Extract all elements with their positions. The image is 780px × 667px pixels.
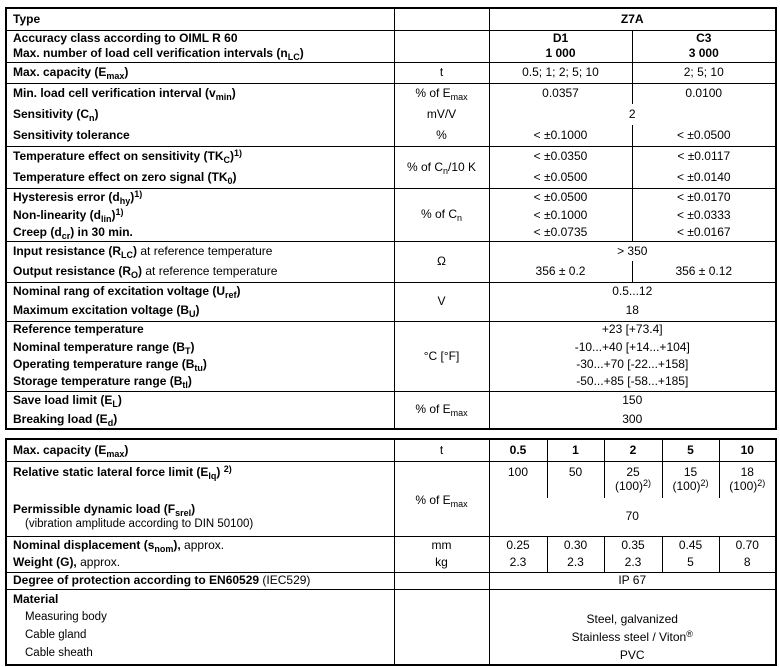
value-cell-d1: 0.0357 xyxy=(489,83,632,104)
value-cell-span: IP 67 xyxy=(489,572,776,589)
value-cell-d1: < ±0.1000 xyxy=(489,125,632,146)
row-weight xyxy=(6,554,776,572)
value-cell-0: 2.3 xyxy=(489,554,547,572)
value-cell-4: 8 xyxy=(743,555,751,570)
label-cell: Reference temperature xyxy=(6,321,394,338)
label-cell: Nominal displacement $(s_{nom})$, approx. xyxy=(6,536,394,554)
value-cell-4: 10 xyxy=(740,442,754,457)
value-cell-c3: < ±0.0167 xyxy=(676,224,731,239)
material-item-value: Stainless steel / Viton® xyxy=(571,628,693,644)
row-nominal-excitation-voltage xyxy=(6,282,776,301)
value-cell-3: 0.45 xyxy=(662,536,719,554)
value-cell-d1: < ±0.0500 xyxy=(489,167,632,188)
value-cell-d1: 1 000 xyxy=(489,46,632,62)
value-cell-c3: < ±0.0117 xyxy=(632,146,776,167)
label-cell: Nominal temperature range $(B_T)$ xyxy=(6,338,394,356)
value-cell-0: 0.5 xyxy=(489,439,547,461)
unit-cell xyxy=(394,8,489,30)
row-operating-temperature-range xyxy=(6,356,776,373)
label-cell: Temperature effect on zero signal $(TK_0)$ xyxy=(6,167,394,188)
value-cell-span: > 350 xyxy=(489,241,776,261)
row-hysteresis-error xyxy=(6,188,776,206)
value-cell-span xyxy=(489,589,776,665)
unit-cell: t xyxy=(394,62,489,83)
row-reference-temperature xyxy=(6,321,776,338)
material-value-spacer xyxy=(496,592,770,610)
row-input-resistance xyxy=(6,241,776,261)
label-cell: Save load limit $(E_L)$ xyxy=(6,391,394,410)
value-cell-c3: 0.0100 xyxy=(632,83,776,104)
label-cell: Max. capacity $(E_{max})$ xyxy=(6,439,394,461)
label-cell: Weight (G), approx. xyxy=(6,554,394,572)
label-cell: Creep $(d_{cr})$ in 30 min. xyxy=(6,224,394,241)
row-output-resistance xyxy=(6,261,776,282)
value-cell-2: 0.35 xyxy=(604,536,662,554)
unit-cell xyxy=(394,572,489,589)
value-cell-0: 0.25 xyxy=(489,536,547,554)
value-cell-2: 25 $(100)^{2)}$ xyxy=(604,461,662,498)
value-cell-span: 18 xyxy=(625,303,639,318)
value-cell-d1: D1 xyxy=(489,30,632,46)
material-item-label: Cable sheath xyxy=(25,646,93,659)
row-accuracy-class xyxy=(6,30,776,46)
unit-cell xyxy=(394,30,489,62)
material-header: Material xyxy=(13,591,59,606)
value-cell-1: 0.30 xyxy=(547,536,604,554)
label-cell: Maximum excitation voltage $(B_U)$ xyxy=(6,301,394,321)
row-max-excitation-voltage xyxy=(6,301,776,321)
value-cell-1: 2.3 xyxy=(547,554,604,572)
row-tk-zero-signal xyxy=(6,167,776,188)
label-cell: Max. number of load cell verification intervals $(n_{LC})$ xyxy=(6,46,394,62)
value-cell-2: 2.3 xyxy=(604,554,662,572)
row-save-load-limit xyxy=(6,391,776,410)
value-cell-d1: 0.5; 1; 2; 5; 10 xyxy=(489,62,632,83)
label-cell: Max. capacity $(E_{max})$ xyxy=(6,62,394,83)
label-cell: Accuracy class according to OIML R 60 xyxy=(6,30,394,46)
value-cell-span: 0.5...12 xyxy=(489,282,776,301)
row-max-capacity xyxy=(6,62,776,83)
label-cell xyxy=(6,589,394,665)
value-cell-span: 300 xyxy=(622,411,643,426)
spec-table-general xyxy=(5,7,777,430)
value-cell-c3: < ±0.0170 xyxy=(632,188,776,206)
value-cell-4: 0.70 xyxy=(719,536,776,554)
value-cell-c3: C3 xyxy=(632,30,776,46)
row-creep xyxy=(6,224,776,241)
value-cell-span: -10...+40 [+14...+104] xyxy=(574,339,690,354)
row-sensitivity-tolerance xyxy=(6,125,776,146)
unit-cell: mV/V xyxy=(394,104,489,125)
label-cell: Storage temperature range $(B_{tl})$ xyxy=(6,373,394,391)
material-item-label: Measuring body xyxy=(25,610,107,623)
label-cell: Nominal rang of excitation voltage $(U_{ref})$ xyxy=(6,282,394,301)
label-cell: Non-linearity $(d_{lin})^{1)}$ xyxy=(6,206,394,224)
row-lateral-force-limit xyxy=(6,461,776,498)
value-cell-c3: 2; 5; 10 xyxy=(632,62,776,83)
row-min-verification-interval xyxy=(6,83,776,104)
unit-cell xyxy=(394,589,489,665)
unit-cell: % of $C_n$ xyxy=(394,188,489,241)
row-nominal-displacement xyxy=(6,536,776,554)
material-item-value: PVC xyxy=(619,647,645,662)
value-cell-2: 2 xyxy=(604,439,662,461)
value-cell-3: 5 xyxy=(662,554,719,572)
label-cell: Relative static lateral force limit $(E_{lq})$ $^{2)}$ xyxy=(6,461,394,498)
label-cell: Output resistance $(R_O)$ at reference temperature xyxy=(6,261,394,282)
label-cell: Temperature effect on sensitivity $(TK_C)^{1)}$ xyxy=(6,146,394,167)
label-cell: Type xyxy=(6,8,394,30)
value-cell-d1: < ±0.0735 xyxy=(489,224,632,241)
label-cell: Min. load cell verification interval $(v_{min})$ xyxy=(6,83,394,104)
value-cell-c3: < ±0.0333 xyxy=(676,207,731,222)
label-cell: Sensitivity $(C_n)$ xyxy=(6,104,394,125)
row-max-verification-intervals xyxy=(6,46,776,62)
value-cell-span: 150 xyxy=(489,391,776,410)
label-cell: Breaking load $(E_d)$ xyxy=(6,410,394,429)
label-cell: Degree of protection according to EN60529 (IEC529) xyxy=(6,572,394,589)
spec-table-per-capacity xyxy=(5,438,777,666)
value-cell-1: 50 xyxy=(547,461,604,498)
unit-cell: kg xyxy=(394,554,489,572)
unit-cell: % of $C_n/10$ K xyxy=(394,146,489,188)
unit-cell: t xyxy=(394,439,489,461)
unit-cell: mm xyxy=(394,536,489,554)
value-cell-d1: < ±0.1000 xyxy=(489,206,632,224)
value-cell-span: 70 xyxy=(625,509,639,524)
row-max-capacity-header xyxy=(6,439,776,461)
row-sensitivity xyxy=(6,104,776,125)
material-item-label: Cable gland xyxy=(25,628,87,641)
label-cell: Operating temperature range $(B_{tu})$ xyxy=(6,356,394,373)
row-storage-temperature-range xyxy=(6,373,776,391)
unit-cell: Ω xyxy=(394,241,489,282)
value-cell-c3: < ±0.0140 xyxy=(676,169,731,184)
row-permissible-dynamic-load xyxy=(6,498,776,536)
label-cell: Input resistance $(R_{LC})$ at reference temperature xyxy=(6,241,394,261)
value-cell-c3: 3 000 xyxy=(688,46,719,61)
value-cell-d1: 356 ± 0.2 xyxy=(489,261,632,282)
permissible-dynamic-load-label: Permissible dynamic load $(F_{srel})$ xyxy=(13,502,196,519)
value-cell-d1: < ±0.0350 xyxy=(489,146,632,167)
unit-cell: % of $E_{max}$ xyxy=(394,461,489,536)
value-cell-span: 2 xyxy=(628,107,636,122)
label-cell: Sensitivity tolerance xyxy=(6,125,394,146)
value-cell-span: +23 [+73.4] xyxy=(489,321,776,338)
row-tk-sensitivity xyxy=(6,146,776,167)
value-cell-3: 15 $(100)^{2)}$ xyxy=(662,461,719,498)
value-cell-1: 1 xyxy=(547,439,604,461)
material-item-value: Steel, galvanized xyxy=(586,611,678,626)
value-cell-3: 5 xyxy=(662,439,719,461)
row-breaking-load xyxy=(6,410,776,429)
value-cell-4: 18 $(100)^{2)}$ xyxy=(719,461,776,498)
value-cell-span: -50...+85 [-58...+185] xyxy=(576,374,689,389)
unit-cell: % of $E_{max}$ xyxy=(394,83,489,104)
row-material xyxy=(6,589,776,665)
row-type xyxy=(6,8,776,30)
value-cell-c3: 356 ± 0.12 xyxy=(675,263,733,278)
unit-cell: % xyxy=(394,125,489,146)
value-cell-span: Z7A xyxy=(620,11,644,26)
unit-cell: V xyxy=(394,282,489,321)
label-cell: Hysteresis error $(d_{hy})^{1)}$ xyxy=(6,188,394,206)
value-cell-c3: < ±0.0500 xyxy=(676,127,731,142)
value-cell-span: -30...+70 [-22...+158] xyxy=(576,357,689,372)
row-nominal-temperature-range xyxy=(6,338,776,356)
unit-cell: °C [°F] xyxy=(394,321,489,391)
value-cell-d1: < ±0.0500 xyxy=(489,188,632,206)
label-cell xyxy=(6,498,394,536)
unit-cell: % of $E_{max}$ xyxy=(394,391,489,429)
value-cell-0: 100 xyxy=(489,461,547,498)
row-non-linearity xyxy=(6,206,776,224)
vibration-amplitude-note: (vibration amplitude according to DIN 50100) xyxy=(25,518,254,531)
row-degree-of-protection xyxy=(6,572,776,589)
